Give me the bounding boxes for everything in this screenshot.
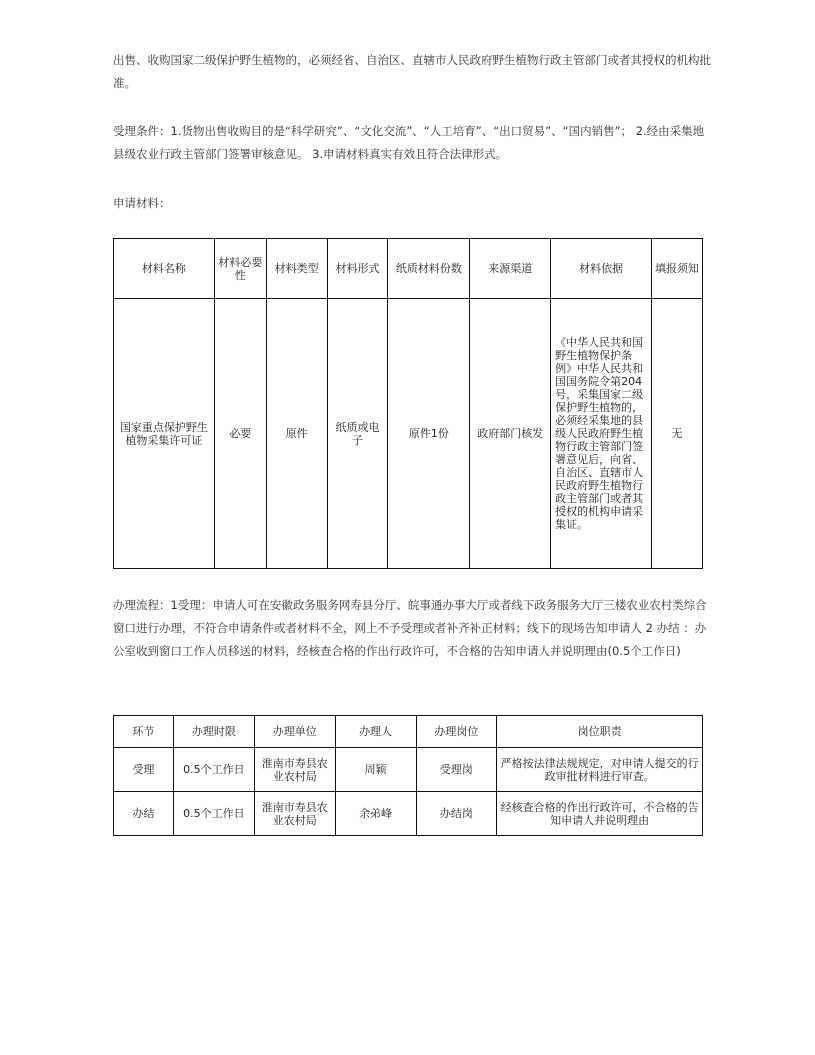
header-source: 来源渠道	[470, 239, 551, 299]
header-person: 办理人	[335, 716, 416, 748]
header-type: 材料类型	[266, 239, 327, 299]
person-cell: 周颖	[335, 748, 416, 792]
table-row	[114, 299, 703, 569]
header-unit: 办理单位	[254, 716, 335, 748]
header-necessity: 材料必要性	[214, 239, 266, 299]
process-header-row	[114, 716, 703, 748]
material-name-cell: 国家重点保护野生植物采集许可证	[114, 299, 215, 569]
copies-cell: 原件1份	[388, 299, 470, 569]
form-cell: 纸质或电子	[327, 299, 388, 569]
intro-paragraph: 出售、收购国家二级保护野生植物的，必须经省、自治区、直辖市人民政府野生植物行政主管部门或者其授权的机构批准。	[113, 53, 711, 90]
type-cell: 原件	[266, 299, 327, 569]
header-notes: 填报须知	[652, 239, 703, 299]
time-cell: 0.5个工作日	[173, 792, 254, 836]
table-row	[114, 792, 703, 836]
necessity-cell: 必要	[214, 299, 266, 569]
materials-table	[113, 238, 703, 569]
header-material-name: 材料名称	[114, 239, 215, 299]
post-cell: 办结岗	[416, 792, 497, 836]
header-form: 材料形式	[327, 239, 388, 299]
materials-header-row	[114, 239, 703, 299]
duty-cell: 经核查合格的作出行政许可，不合格的告知申请人并说明理由	[497, 792, 703, 836]
header-post: 办理岗位	[416, 716, 497, 748]
process-paragraph: 办理流程：1受理：申请人可在安徽政务服务网寿县分厅、皖事通办事大厅或者线下政务服务大厅三楼农业农村类综合窗口进行办理，不符合申请条件或者材料不全，网上不予受理或者补齐补正材料；线下的现场告知申请人 2 办结 ：办公室收到窗口工作人员移送的材料，经核查合格的作出行政许可，不合格的告知申请人并说明理由(0.5个工作日)	[113, 598, 707, 658]
notes-cell: 无	[652, 299, 703, 569]
header-step: 环节	[114, 716, 174, 748]
materials-label: 申请材料：	[113, 196, 171, 210]
table-row	[114, 748, 703, 792]
header-time: 办理时限	[173, 716, 254, 748]
header-basis: 材料依据	[551, 239, 652, 299]
basis-cell: 《中华人民共和国野生植物保护条例》中华人民共和国国务院令第204号，采集国家二级保护野生植物的，必须经采集地的县级人民政府野生植物行政主管部门签署意见后，向省、自治区、直辖市人民政府野生植物行政主管部门或者其授权的机构申请采集证。	[551, 299, 652, 569]
step-cell: 受理	[114, 748, 174, 792]
unit-cell: 淮南市寿县农业农村局	[254, 748, 335, 792]
source-cell: 政府部门核发	[470, 299, 551, 569]
header-copies: 纸质材料份数	[388, 239, 470, 299]
conditions-paragraph: 受理条件：1.货物出售收购目的是“科学研究”、“文化交流”、“人工培育”、“出口贸易”、“国内销售”； 2.经由采集地县级农业行政主管部门签署审核意见。 3.申请材料真实有效且符合法律形式。	[113, 124, 705, 161]
time-cell: 0.5个工作日	[173, 748, 254, 792]
duty-cell: 严格按法律法规规定，对申请人提交的行政审批材料进行审查。	[497, 748, 703, 792]
person-cell: 余弟峰	[335, 792, 416, 836]
process-table	[113, 715, 703, 836]
header-duty: 岗位职责	[497, 716, 703, 748]
step-cell: 办结	[114, 792, 174, 836]
post-cell: 受理岗	[416, 748, 497, 792]
unit-cell: 淮南市寿县农业农村局	[254, 792, 335, 836]
